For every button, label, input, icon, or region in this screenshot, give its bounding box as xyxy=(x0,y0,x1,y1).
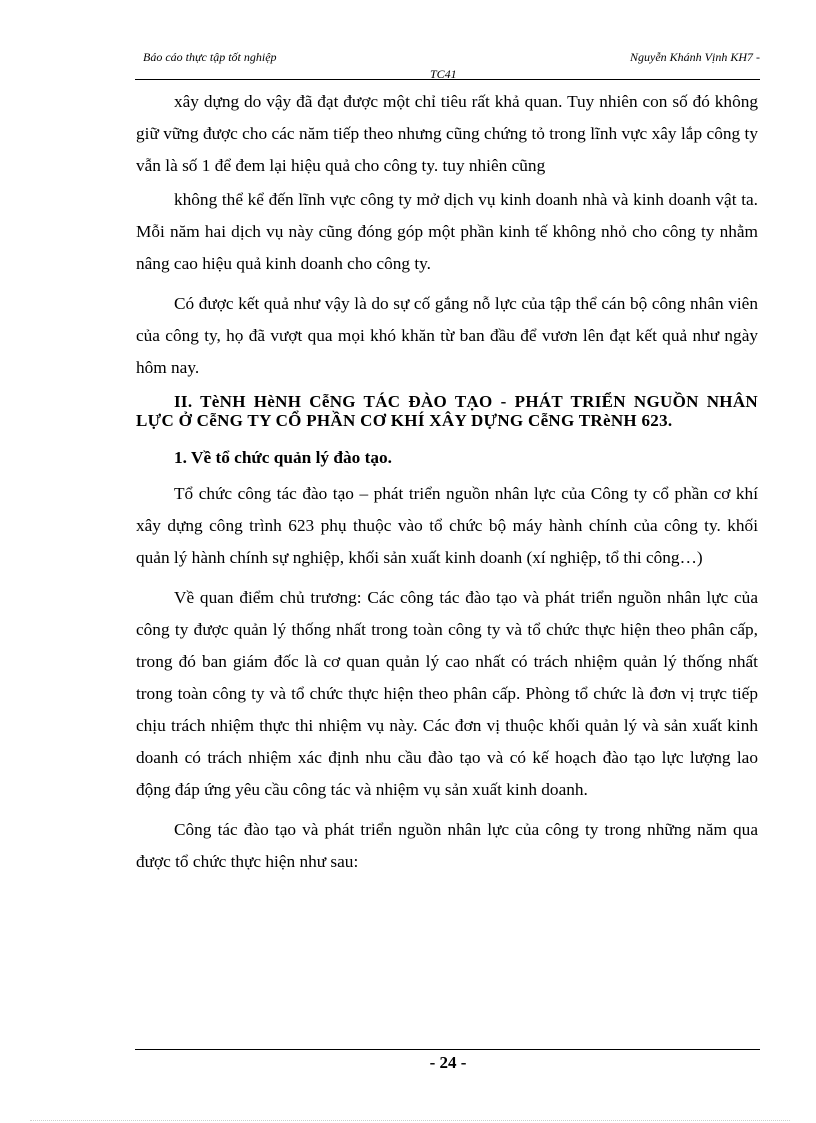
paragraph-6: Công tác đào tạo và phát triển nguồn nhân lực của công ty trong những năm qua được tổ chức thực hiện như sau: xyxy=(136,820,758,871)
page-number: - 24 - xyxy=(429,1053,467,1072)
paragraph-2: không thể kể đến lĩnh vực công ty mở dịch vụ kinh doanh nhà và kinh doanh vật ta. Mỗi năm hai dịch vụ này cũng đóng góp một phần kinh tế không nhỏ cho công ty nhằm nâng cao hiệu quả kinh doanh cho công ty. xyxy=(136,190,758,273)
header-divider xyxy=(135,79,760,80)
page-header xyxy=(135,48,760,80)
footer-divider xyxy=(135,1049,760,1050)
section-heading: II. TèNH HèNH CễNG TÁC ĐÀO TẠO - PHÁT TRIỂN NGUỒN NHÂN LỰC Ở CễNG TY CỔ PHẦN CƠ KHÍ XÂY DỰNG CễNG TRèNH 623. xyxy=(136,392,758,430)
header-author-class: TC41 xyxy=(430,67,457,81)
paragraph-1: xây dựng do vậy đã đạt được một chỉ tiêu rất khả quan. Tuy nhiên con số đó không giữ vững được cho các năm tiếp theo nhưng cũng chứng tỏ trong lĩnh vực xây lắp công ty vẫn là số 1 để đem lại hiệu quả cho công ty. tuy nhiên cũng xyxy=(136,92,758,175)
paragraph-5: Về quan điểm chủ trương: Các công tác đào tạo và phát triển nguồn nhân lực của công ty được quản lý thống nhất trong toàn công ty và tổ chức thực hiện theo phân cấp, trong đó ban giám đốc là cơ quan quản lý cao nhất có trách nhiệm quản lý thống nhất trong toàn công ty và tổ chức thực hiện theo phân cấp. Phòng tổ chức là đơn vị trực tiếp chịu trách nhiệm thực thi nhiệm vụ này. Các đơn vị thuộc khối quản lý và sản xuất kinh doanh có trách nhiệm xác định nhu cầu đào tạo và có kế hoạch đào tạo lực lượng lao động đáp ứng yêu cầu công tác và nhiệm vụ sản xuất kinh doanh. xyxy=(136,588,758,799)
paragraph-3: Có được kết quả như vậy là do sự cố gắng nỗ lực của tập thể cán bộ công nhân viên của công ty, họ đã vượt qua mọi khó khăn từ ban đầu để vươn lên đạt kết quả như ngày hôm nay. xyxy=(136,294,758,377)
header-author: Nguyễn Khánh Vịnh KH7 - xyxy=(630,50,760,64)
header-report-title: Báo cáo thực tập tốt nghiệp xyxy=(143,50,277,64)
page-edge-dotted-line xyxy=(30,1120,790,1121)
subsection-heading: 1. Về tổ chức quản lý đào tạo. xyxy=(174,448,392,467)
page-body xyxy=(136,86,758,886)
paragraph-4: Tổ chức công tác đào tạo – phát triển nguồn nhân lực của Công ty cổ phần cơ khí xây dựng công trình 623 phụ thuộc vào tổ chức bộ máy hành chính của công ty. khối quản lý hành chính sự nghiệp, khối sản xuất kinh doanh (xí nghiệp, tổ thi công…) xyxy=(136,484,758,567)
